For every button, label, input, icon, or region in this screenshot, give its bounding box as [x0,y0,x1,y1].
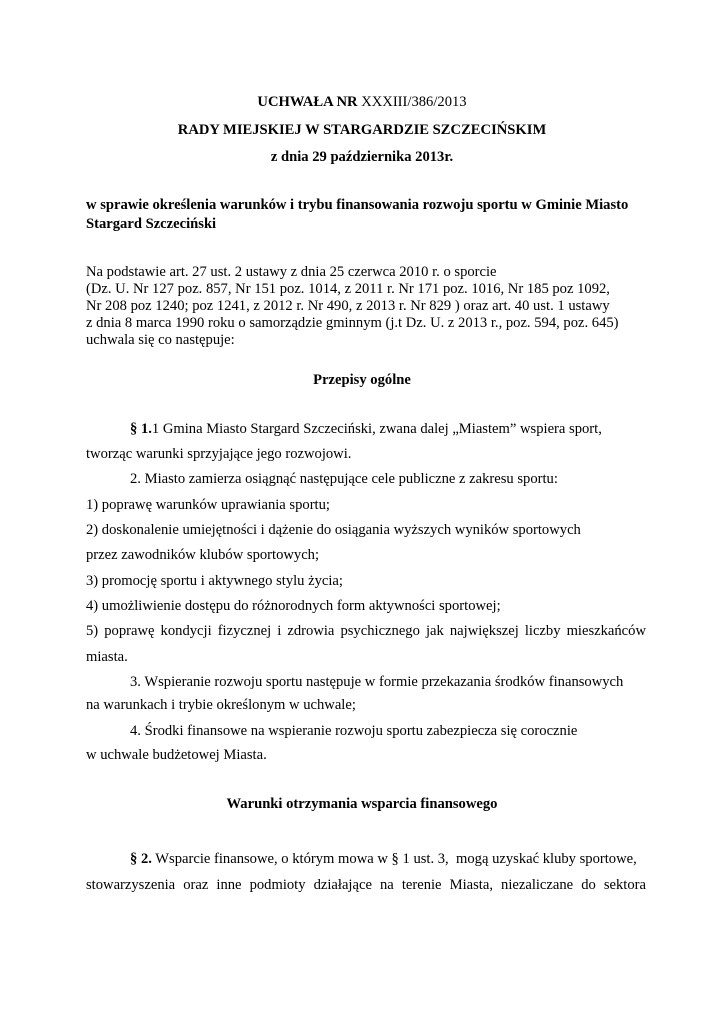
point-4-line-2: w uchwale budżetowej Miasta. [86,747,267,763]
paragraph-1-line-2: tworząc warunki sprzyjające jego rozwojowi. [86,446,352,462]
paragraph-2-line-2: stowarzyszenia oraz inne podmioty działające na terenie Miasta, niezaliczane do sektora [86,877,646,893]
list-item: 1) poprawę warunków uprawiania sportu; [86,497,330,513]
paragraph-sign: § 2. [130,851,152,867]
point-3-line-2: na warunkach i trybie określonym w uchwale; [86,697,356,713]
council-name: RADY MIEJSKIEJ W STARGARDZIE SZCZECIŃSKIM [177,122,547,138]
resolution-date: z dnia 29 października 2013r. [270,149,454,165]
paragraph-2-line-1 [130,850,646,868]
legal-basis-line: uchwala się co następuje: [86,332,235,348]
resolution-title-label: UCHWAŁA NR [257,94,358,110]
legal-basis-line: Na podstawie art. 27 ust. 2 ustawy z dnia 25 czerwca 2010 r. o sporcie [86,264,497,280]
resolution-number: XXXIII/386/2013 [357,94,467,110]
list-item: miasta. [86,649,128,665]
paragraph-1-line-1 [130,420,646,438]
subject-line-2: Stargard Szczeciński [86,216,217,232]
resolution-title [0,93,724,111]
list-item: 3) promocję sportu i aktywnego stylu życia; [86,573,343,589]
legal-basis-line: (Dz. U. Nr 127 poz. 857, Nr 151 poz. 1014, z 2011 r. Nr 171 poz. 1016, Nr 185 poz 1092, [86,281,610,297]
list-item: 2) doskonalenie umiejętności i dążenie do osiągania wyższych wyników sportowych [86,522,581,538]
legal-basis-line: z dnia 8 marca 1990 roku o samorządzie gminnym (j.t Dz. U. z 2013 r., poz. 594, poz. 645) [86,315,619,331]
section-heading-conditions: Warunki otrzymania wsparcia finansowego [226,796,498,812]
legal-basis-line: Nr 208 poz 1240; poz 1241, z 2012 r. Nr 490, z 2013 r. Nr 829 ) oraz art. 40 ust. 1 ustawy [86,298,610,314]
point-4-line-1: 4. Środki finansowe na wspieranie rozwoju sportu zabezpiecza się corocznie [130,723,578,739]
paragraph-sign: § 1. [130,421,152,437]
paragraph-1-text: 1 Gmina Miasto Stargard Szczeciński, zwana dalej „Miastem” wspiera sport, [151,421,602,437]
list-item: 4) umożliwienie dostępu do różnorodnych form aktywności sportowej; [86,598,501,614]
paragraph-2-text: Wsparcie finansowe, o którym mowa w § 1 ust. 3, mogą uzyskać kluby sportowe, [151,851,637,867]
list-item: przez zawodników klubów sportowych; [86,547,320,563]
subject-line-1: w sprawie określenia warunków i trybu finansowania rozwoju sportu w Gminie Miasto [86,197,629,213]
section-heading-general: Przepisy ogólne [313,372,411,388]
point-3-line-1: 3. Wspieranie rozwoju sportu następuje w formie przekazania środków finansowych [130,674,624,690]
list-item: 5) poprawę kondycji fizycznej i zdrowia psychicznego jak największej liczby mieszkańców [86,623,646,639]
point-2: 2. Miasto zamierza osiągnąć następujące cele publiczne z zakresu sportu: [130,471,558,487]
